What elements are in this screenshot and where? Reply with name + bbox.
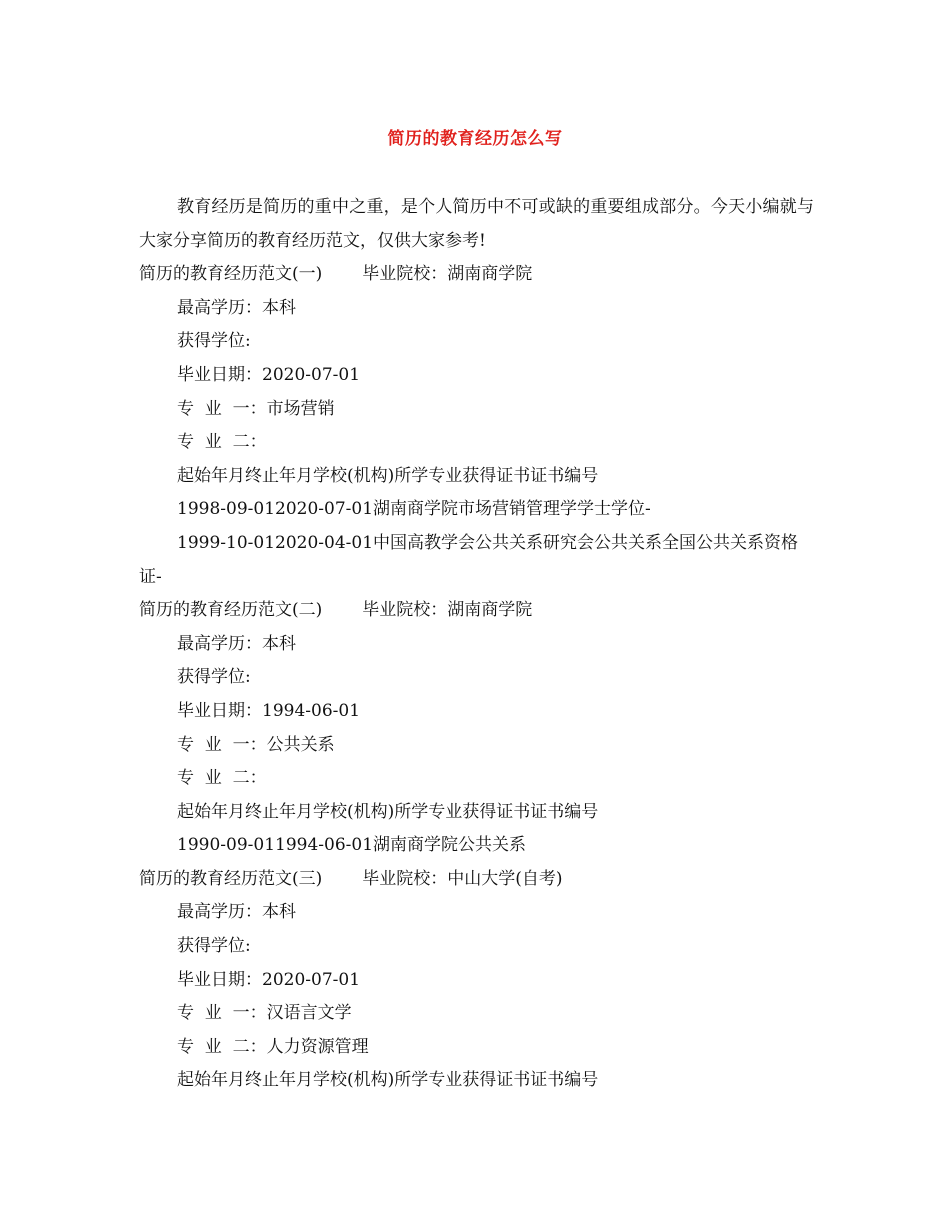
major-two: 专 业 二：人力资源管理 xyxy=(177,1036,369,1057)
graduation-date: 毕业日期：1994-06-01 xyxy=(177,700,361,721)
education-row: 1990-09-011994-06-01湖南商学院公共关系 xyxy=(177,835,527,856)
section-title: 简历的教育经历范文(三) xyxy=(139,868,323,889)
major-one: 专 业 一：汉语言文学 xyxy=(177,1003,352,1024)
education-row: 1999-10-012020-04-01中国高教学会公共关系研究会公共关系全国公共关系资格证- xyxy=(139,532,799,587)
document-body xyxy=(139,191,814,1098)
degree-level: 最高学历：本科 xyxy=(177,297,296,318)
education-table-header: 起始年月终止年月学校(机构)所学专业获得证书证书编号 xyxy=(177,1070,599,1091)
section-heading-1 xyxy=(139,258,814,292)
education-table-header: 起始年月终止年月学校(机构)所学专业获得证书证书编号 xyxy=(177,465,599,486)
intro-paragraph: 教育经历是简历的重中之重，是个人简历中不可或缺的重要组成部分。今天小编就与大家分享简历的教育经历范文，仅供大家参考! xyxy=(139,197,814,251)
major-one: 专 业 一：市场营销 xyxy=(177,398,335,419)
major-two: 专 业 二： xyxy=(177,768,267,789)
education-row: 1998-09-012020-07-01湖南商学院市场营销管理学学士学位- xyxy=(177,499,651,520)
section-school: 毕业院校：湖南商学院 xyxy=(362,264,533,285)
section-school: 毕业院校：中山大学(自考) xyxy=(362,868,563,889)
graduation-date: 毕业日期：2020-07-01 xyxy=(177,969,361,990)
section-title: 简历的教育经历范文(一) xyxy=(139,264,323,285)
section-school: 毕业院校：湖南商学院 xyxy=(362,600,533,621)
section-title: 简历的教育经历范文(二) xyxy=(139,600,323,621)
degree-level: 最高学历：本科 xyxy=(177,633,296,654)
section-heading-3 xyxy=(139,863,814,897)
document-title: 简历的教育经历怎么写 xyxy=(387,129,563,149)
section-heading-2 xyxy=(139,594,814,628)
degree: 获得学位: xyxy=(177,936,251,957)
major-two: 专 业 二： xyxy=(177,432,267,453)
graduation-date: 毕业日期：2020-07-01 xyxy=(177,364,361,385)
degree-level: 最高学历：本科 xyxy=(177,902,296,923)
degree: 获得学位: xyxy=(177,331,251,352)
degree: 获得学位: xyxy=(177,667,251,688)
major-one: 专 业 一：公共关系 xyxy=(177,734,335,755)
education-table-header: 起始年月终止年月学校(机构)所学专业获得证书证书编号 xyxy=(177,801,599,822)
